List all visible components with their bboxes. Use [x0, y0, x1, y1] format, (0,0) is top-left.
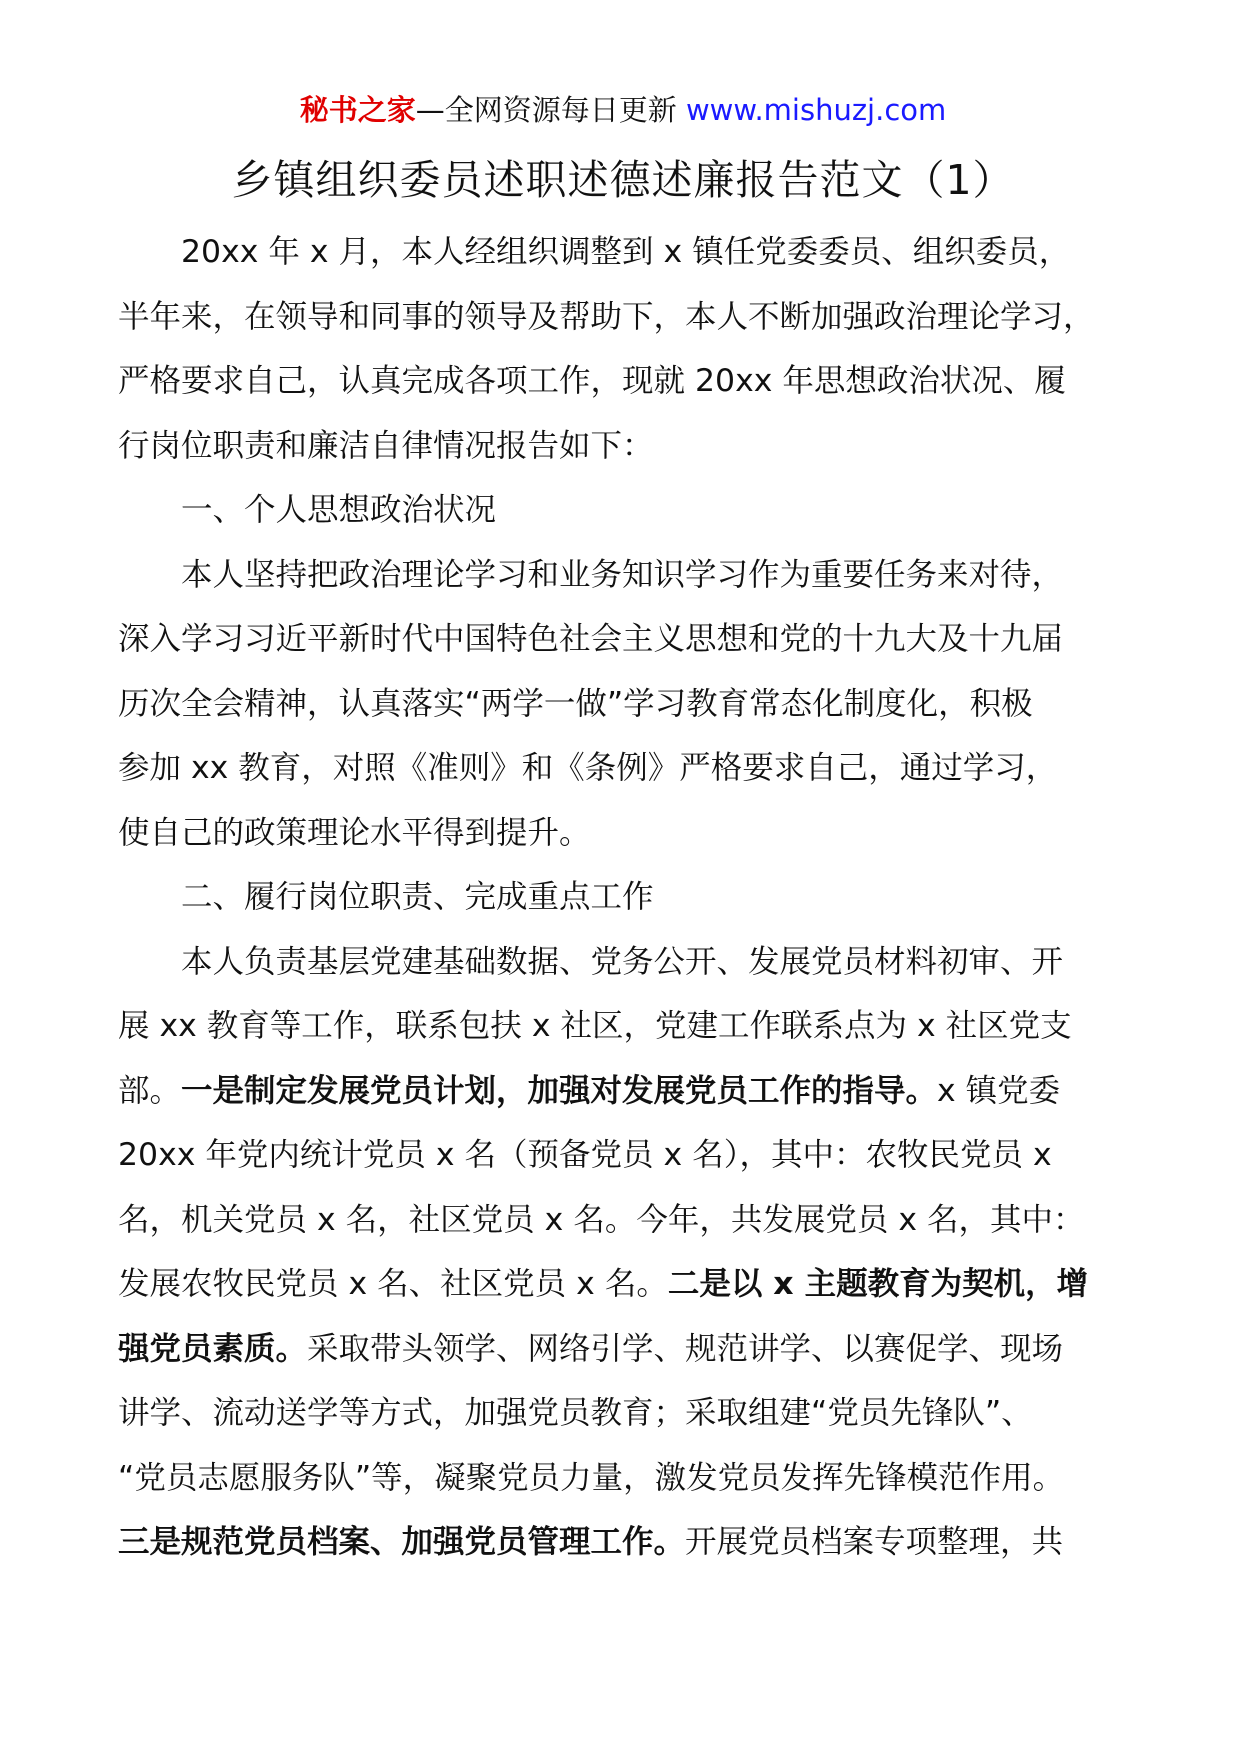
text-line: 20xx 年 x 月，本人经组织调整到 x 镇任党委委员、组织委员， [181, 234, 1071, 270]
text-line: 讲学、流动送学等方式，加强党员教育；采取组建“党员先锋队”、 [118, 1395, 1033, 1431]
text-line [118, 1252, 1128, 1317]
text-line [118, 1317, 1128, 1382]
text-line: 本人负责基层党建基础数据、党务公开、发展党员材料初审、开 [181, 943, 1064, 980]
document-body [118, 220, 1128, 1575]
text-line: 20xx 年党内统计党员 x 名（预备党员 x 名），其中：农牧民党员 x [118, 1137, 1052, 1173]
text-line: 历次全会精神，认真落实“两学一做”学习教育常态化制度化，积极 [118, 685, 1033, 722]
text-line: 名，机关党员 x 名，社区党员 x 名。今年，共发展党员 x 名，其中： [118, 1201, 1085, 1238]
header-tagline: —全网资源每日更新 [415, 93, 677, 127]
site-header [118, 88, 1128, 132]
text-line [118, 1059, 1128, 1124]
text-line: 行岗位职责和廉洁自律情况报告如下： [118, 427, 654, 464]
brand-name: 秘书之家 [299, 93, 416, 127]
bold-text-run: 二是以 x 主题教育为契机，增 [667, 1266, 1089, 1302]
text-line [118, 1510, 1128, 1575]
bold-text-run: 三是规范党员档案、加强党员管理工作。 [118, 1524, 686, 1560]
text-run: 开展党员档案专项整理，共 [685, 1524, 1064, 1560]
section2-paragraph [118, 930, 1128, 1575]
heading-text: 二、履行岗位职责、完成重点工作 [181, 879, 654, 915]
site-url-link[interactable]: www.mishuzj.com [685, 93, 947, 127]
text-run: 部。 [118, 1072, 182, 1109]
document-title: 乡镇组织委员述职述德述廉报告范文（1） [231, 156, 1015, 204]
text-line: 严格要求自己，认真完成各项工作，现就 20xx 年思想政治状况、履 [118, 363, 1066, 399]
section-heading-1 [118, 478, 1128, 543]
text-run: 采取带头领学、网络引学、规范讲学、以赛促学、现场 [307, 1330, 1064, 1367]
heading-text: 一、个人思想政治状况 [181, 492, 497, 528]
text-line: 本人坚持把政治理论学习和业务知识学习作为重要任务来对待， [181, 556, 1064, 593]
text-line: “党员志愿服务队”等，凝聚党员力量，激发党员发挥先锋模范作用。 [118, 1459, 1065, 1496]
text-line: 深入学习习近平新时代中国特色社会主义思想和党的十九大及十九届 [118, 621, 1064, 657]
text-line: 参加 xx 教育，对照《准则》和《条例》严格要求自己，通过学习， [118, 750, 1058, 786]
text-line: 半年来，在领导和同事的领导及帮助下，本人不断加强政治理论学习， [118, 298, 1095, 335]
section-heading-2 [118, 865, 1128, 930]
section1-paragraph [118, 543, 1128, 866]
bold-text-run: 一是制定发展党员计划，加强对发展党员工作的指导。 [181, 1072, 938, 1109]
text-run: x 镇党委 [937, 1072, 1061, 1109]
text-line: 展 xx 教育等工作，联系包扶 x 社区，党建工作联系点为 x 社区党支 [118, 1008, 1072, 1044]
text-line: 使自己的政策理论水平得到提升。 [118, 814, 591, 851]
intro-paragraph [118, 220, 1128, 478]
bold-text-run: 强党员素质。 [118, 1330, 308, 1367]
text-run: 发展农牧民党员 x 名、社区党员 x 名。 [118, 1266, 668, 1302]
